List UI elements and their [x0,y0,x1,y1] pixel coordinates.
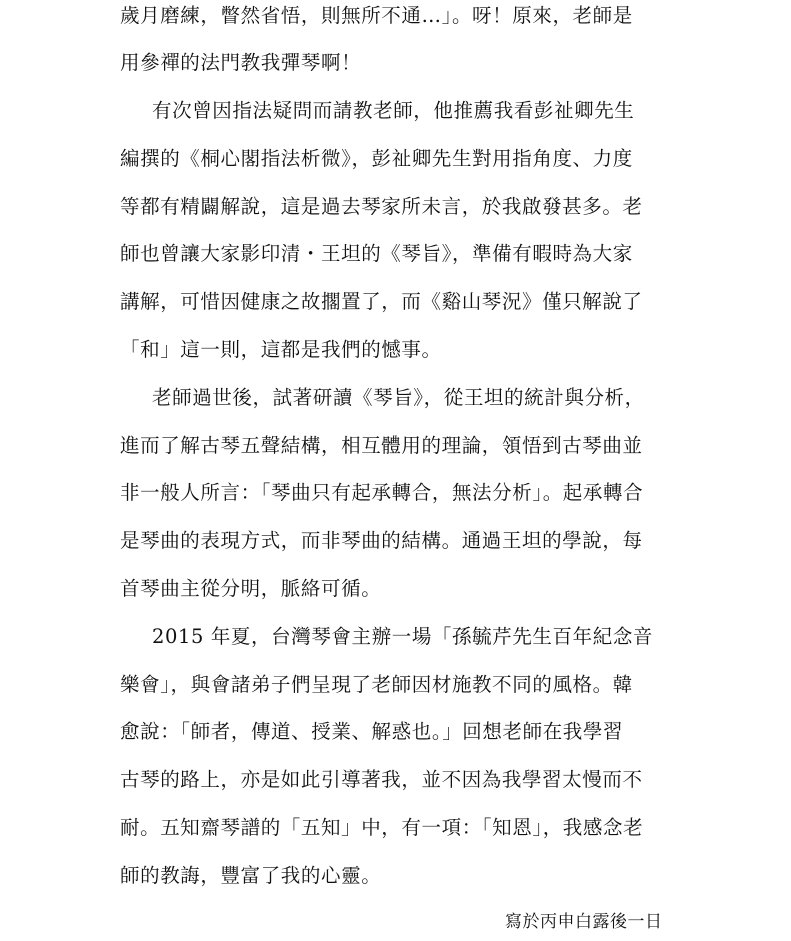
text-line: 進而了解古琴五聲結構，相互體用的理論，領悟到古琴曲並 [120,434,643,457]
text-line: 樂會」，與會諸弟子們呈現了老師因材施教不同的風格。韓 [120,673,633,696]
text-line: 愈說：「師者，傳道、授業、解惑也。」回想老師在我學習 [120,720,624,743]
signature-date-line: 寫於丙申白露後一日 [505,912,663,932]
text-line: 編撰的《桐心閣指法析微》，彭祉卿先生對用指角度、力度 [120,147,633,170]
text-line: 師也曾讓大家影印清・王坦的《琴旨》，準備有暇時為大家 [120,242,633,265]
text-line: 等都有精闢解說，這是過去琴家所未言，於我啟發甚多。老 [120,195,643,218]
paragraph-first-line: 2015 年夏，台灣琴會主辦一場「孫毓芹先生百年紀念音 [152,625,654,648]
paragraph-first-line: 老師過世後，試著研讀《琴旨》，從王坦的統計與分析， [152,386,645,409]
text-line: 講解，可惜因健康之故擱置了，而《谿山琴況》僅只解說了 [120,290,643,313]
text-line: 古琴的路上，亦是如此引導著我，並不因為我學習太慢而不 [120,768,643,791]
text-line: 歲月磨練，瞥然省悟，則無所不通…」。呀！原來，老師是 [120,4,633,27]
paragraph-first-line: 有次曾因指法疑問而請教老師，他推薦我看彭祉卿先生 [152,99,635,122]
text-line: 用參禪的法門教我彈琴啊！ [120,51,362,74]
text-line: 「和」這一則，這都是我們的憾事。 [120,338,442,361]
text-line: 師的教誨，豐富了我的心靈。 [120,864,382,887]
text-line: 耐。五知齋琴譜的「五知」中，有一項：「知恩」，我感念老 [120,816,644,839]
text-line: 首琴曲主從分明，脈絡可循。 [120,577,382,600]
text-line: 非一般人所言：「琴曲只有起承轉合，無法分析」。起承轉合 [120,481,644,504]
text-line: 是琴曲的表現方式，而非琴曲的結構。通過王坦的學說，每 [120,529,643,552]
